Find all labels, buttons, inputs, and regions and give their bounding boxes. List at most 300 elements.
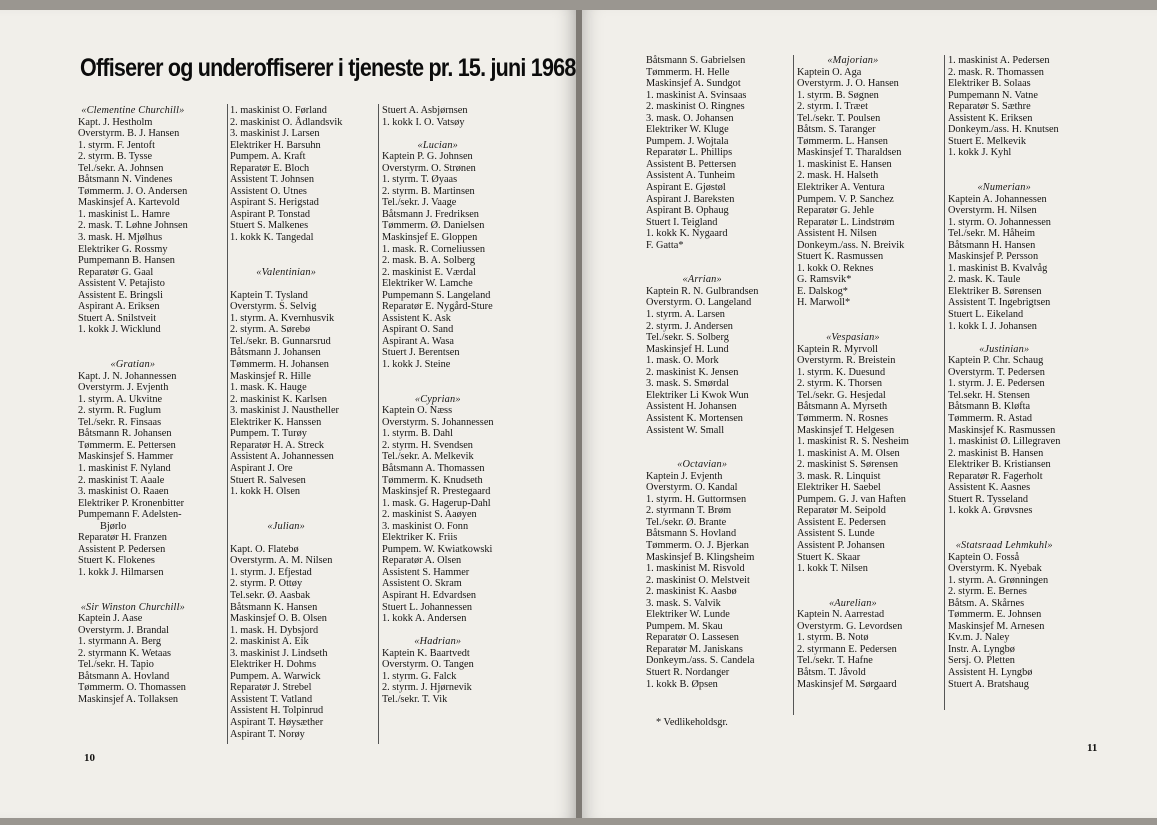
crew-entry: Donkeym./ass. S. Candela: [646, 655, 755, 667]
crew-entry: Aspirant A. Wasa: [382, 335, 454, 347]
ship-name-heading: «Statsraad Lehmkuhl»: [955, 539, 1053, 551]
crew-entry: Stuert K. Skaar: [797, 551, 861, 563]
column-1: [78, 105, 188, 705]
crew-entry: 1. styrm. H. Guttormsen: [646, 493, 747, 505]
crew-entry: Reparatør J. Strebel: [230, 682, 312, 694]
crew-entry: Tømmerm. O. Thomassen: [78, 682, 186, 694]
crew-entry: 1. styrm. J. E. Pedersen: [948, 378, 1045, 390]
crew-entry: Assistent O. Skram: [382, 578, 462, 590]
crew-entry: Pumpem. M. Skau: [646, 620, 723, 632]
crew-entry: Overstyrm. J. Brandal: [78, 624, 169, 636]
crew-entry: Reparatør M. Seipold: [797, 505, 886, 517]
crew-entry: Båtsm. T. Jåvold: [797, 666, 866, 678]
crew-entry: Elektriker H. Dohms: [230, 659, 317, 671]
crew-entry: Elektriker W. Lunde: [646, 609, 730, 621]
crew-entry: Reparatør G. Jehle: [797, 205, 874, 217]
crew-entry: Kaptein O. Næss: [382, 405, 453, 417]
crew-entry: 2. maskinist K. Karlsen: [230, 393, 327, 405]
crew-entry: Assistent S. Lunde: [797, 528, 875, 540]
crew-entry: 2. styrm. R. Fuglum: [78, 405, 161, 417]
crew-entry: Tømmerm. H. Helle: [646, 66, 730, 78]
crew-entry: 2. maskinist O. Ådlandsvik: [230, 116, 343, 128]
crew-entry: Assistent P. Pedersen: [78, 543, 166, 555]
crew-entry: 1. maskinist M. Risvold: [646, 563, 745, 575]
crew-entry: Båtsm. A. Skårnes: [948, 597, 1025, 609]
crew-entry: Maskinsjef B. Klingsheim: [646, 551, 755, 563]
crew-entry: 1. mask. O. Mork: [646, 355, 719, 367]
crew-entry: Kapt. J. Hestholm: [78, 116, 153, 128]
crew-entry: Tømmerm. L. Hansen: [797, 135, 888, 147]
crew-entry: Kaptein J. Evjenth: [646, 470, 723, 482]
spacer: [78, 590, 188, 602]
crew-entry: 3. maskinist J. Larsen: [230, 128, 320, 140]
spacer: [948, 159, 1060, 171]
crew-entry: Båtsm. S. Taranger: [797, 124, 876, 136]
crew-entry: Maskinsjef S. Hammer: [78, 451, 174, 463]
crew-entry: Aspirant E. Gjøstøl: [646, 182, 726, 194]
crew-entry: 1. kokk J. Kyhl: [948, 147, 1012, 159]
crew-entry: Elektriker K. Friis: [382, 532, 458, 544]
ship-name-heading: «Justinian»: [979, 343, 1030, 355]
crew-entry: Båtsmann K. Hansen: [230, 601, 318, 613]
ship-name-heading: «Numerian»: [977, 182, 1031, 194]
crew-entry: Kaptein T. Tysland: [230, 289, 308, 301]
crew-entry: Tel./sekr. S. Solberg: [646, 332, 729, 344]
crew-entry: 1. styrm. K. Duesund: [797, 366, 886, 378]
crew-entry: Reparatør M. Janiskans: [646, 643, 743, 655]
crew-entry: Maskinsjef H. Lund: [646, 343, 729, 355]
crew-entry: Tel./sekr. J. Vaage: [382, 197, 457, 209]
crew-entry: 2. styrm. K. Thorsen: [797, 378, 883, 390]
crew-entry: Maskinsjef K. Rasmussen: [948, 424, 1056, 436]
crew-entry: G. Ramsvik*: [797, 274, 852, 286]
crew-entry: Pumpem. V. P. Sanchez: [797, 193, 894, 205]
crew-entry: 3. mask. H. Mjølhus: [78, 232, 163, 244]
crew-entry: 1. maskinist A. M. Olsen: [797, 447, 900, 459]
ship-name-heading: «Julian»: [267, 520, 306, 532]
crew-entry: Kapt. O. Flatebø: [230, 543, 299, 555]
spacer: [230, 255, 342, 267]
crew-entry: 2. styrmann K. Wetaas: [78, 647, 172, 659]
crew-entry: Assistent T. Ingebrigtsen: [948, 297, 1051, 309]
crew-entry: 1. maskinist E. Hansen: [797, 158, 892, 170]
crew-entry: Overstyrm. A. M. Nilsen: [230, 555, 333, 567]
crew-entry: Aspirant S. Herigstad: [230, 197, 319, 209]
crew-entry: Reparatør E. Bloch: [230, 162, 310, 174]
crew-entry: 3. mask. R. Linquist: [797, 470, 881, 482]
crew-entry: Pumpem. W. Kwiatkowski: [382, 543, 493, 555]
crew-entry: Stuert I. Teigland: [646, 216, 718, 228]
crew-entry: 1. maskinist A. Svinsaas: [646, 89, 747, 101]
crew-entry: 1. styrm. A. Grønningen: [948, 574, 1049, 586]
column-divider: [793, 55, 794, 715]
footnote-text: * Vedlikeholdsgr.: [656, 717, 728, 728]
crew-entry: 2. styrm. I. Træet: [797, 101, 868, 113]
spacer: [948, 332, 1060, 344]
crew-entry: Tel./sekr. B. Gunnarsrud: [230, 335, 331, 347]
crew-entry: Assistent A. Tunheim: [646, 170, 735, 182]
crew-entry: Donkeym./ass. H. Knutsen: [948, 124, 1059, 136]
crew-entry: Instr. A. Lyngbø: [948, 643, 1015, 655]
crew-entry: Pumpem. A. Kraft: [230, 151, 306, 163]
crew-entry: Assistent T. Vatland: [230, 693, 313, 705]
crew-entry: 1. kokk J. Hilmarsen: [78, 566, 164, 578]
crew-entry: 2. styrm. A. Sørebø: [230, 324, 311, 336]
crew-entry: 1. kokk A. Andersen: [382, 613, 467, 625]
spacer: [948, 170, 1060, 182]
crew-entry: Assistent A. Johannessen: [230, 451, 334, 463]
crew-entry: Overstyrm. J. Evjenth: [78, 382, 169, 394]
crew-entry: 2. mask. R. Thomassen: [948, 66, 1044, 78]
crew-entry: 1. kokk J. Steine: [382, 359, 451, 371]
crew-entry: Reparatør L. Phillips: [646, 147, 733, 159]
crew-entry: Elektriker A. Ventura: [797, 182, 885, 194]
crew-entry: Reparatør G. Gaal: [78, 266, 154, 278]
crew-entry: Assistent E. Pedersen: [797, 516, 886, 528]
spacer: [646, 263, 758, 275]
spacer: [78, 336, 188, 348]
crew-entry: Maskinsjef O. B. Olsen: [230, 613, 327, 625]
crew-entry: Båtsmann H. Hansen: [948, 239, 1036, 251]
spacer: [948, 517, 1060, 529]
crew-entry: Tel./sekr. T. Hafne: [797, 655, 873, 667]
crew-entry: 1. styrm. B. Søgnen: [797, 89, 879, 101]
spacer: [382, 128, 494, 140]
crew-entry: 2. styrmann T. Brøm: [646, 505, 732, 517]
crew-entry: 3. mask. S. Smørdal: [646, 378, 729, 390]
crew-entry: Pumpemann B. Hansen: [78, 255, 175, 267]
ship-name-heading: «Hadrian»: [414, 636, 462, 648]
crew-entry: 2. maskinist T. Aaale: [78, 474, 165, 486]
crew-entry: Assistent K. Eriksen: [948, 112, 1033, 124]
crew-entry: Reparatør O. Lassesen: [646, 632, 739, 644]
crew-entry: Båtsmann A. Hovland: [78, 670, 170, 682]
crew-entry: 2. styrm. J. Andersen: [646, 320, 733, 332]
crew-entry: Båtsmann S. Hovland: [646, 528, 737, 540]
crew-entry: Stuert K. Flokenes: [78, 555, 155, 567]
spacer: [230, 278, 342, 290]
crew-entry: Reparatør H. Franzen: [78, 532, 167, 544]
crew-entry: Tømmerm. E. Pettersen: [78, 439, 176, 451]
crew-entry: 2. mask. T. Løhne Johnsen: [78, 220, 188, 232]
crew-entry: 2. styrm. B. Martinsen: [382, 185, 475, 197]
crew-entry: Overstyrm. B. J. Hansen: [78, 128, 180, 140]
column-3: [382, 105, 494, 705]
spacer: [797, 321, 909, 333]
crew-entry: Assistent P. Johansen: [797, 539, 885, 551]
crew-entry: 2. styrm. P. Ottøy: [230, 578, 303, 590]
spacer: [646, 251, 758, 263]
crew-entry: 1. styrm. A. Larsen: [646, 309, 725, 321]
column-2: [230, 105, 342, 740]
crew-entry: Tel./sekr. M. Håheim: [948, 228, 1036, 240]
crew-entry: Pumpem. A. Warwick: [230, 670, 321, 682]
column-divider: [378, 104, 379, 744]
crew-entry: Reparatør S. Sæthre: [948, 101, 1031, 113]
crew-entry: Stuert A. Bratshaug: [948, 678, 1029, 690]
crew-entry: Assistent T. Johnsen: [230, 174, 314, 186]
crew-entry: 1. kokk K. Nygaard: [646, 228, 728, 240]
crew-entry: Tel.sekr. Ø. Aasbak: [230, 589, 311, 601]
ship-name-heading: «Cyprian»: [414, 393, 461, 405]
crew-entry: 2. maskinist A. Eik: [230, 636, 309, 648]
spacer: [382, 382, 494, 394]
ship-name-heading: «Octavian»: [677, 459, 728, 471]
crew-entry: F. Gatta*: [646, 239, 684, 251]
page-number-right: 11: [1087, 742, 1098, 754]
crew-entry: 2. maskinist O. Ringnes: [646, 101, 745, 113]
crew-entry: 1. kokk I. J. Johansen: [948, 320, 1037, 332]
crew-entry: 1. mask. G. Hagerup-Dahl: [382, 497, 491, 509]
crew-entry: Aspirant P. Tonstad: [230, 208, 311, 220]
column-divider: [227, 104, 228, 744]
crew-entry: Aspirant O. Sand: [382, 324, 454, 336]
crew-entry: Kaptein P. Chr. Schaug: [948, 355, 1044, 367]
column-5: [797, 55, 909, 690]
crew-entry: Reparatør R. Fagerholt: [948, 470, 1043, 482]
crew-entry: 1. kokk A. Grøvsnes: [948, 505, 1033, 517]
crew-entry: Aspirant J. Ore: [230, 462, 293, 474]
crew-entry: 2. styrmann E. Pedersen: [797, 643, 897, 655]
crew-entry: Elektriker H. Saebel: [797, 482, 881, 494]
crew-entry: Elektriker G. Rossmy: [78, 243, 168, 255]
crew-entry: Reparatør H. A. Streck: [230, 439, 325, 451]
crew-entry: Elektriker K. Hanssen: [230, 416, 322, 428]
crew-entry: Aspirant A. Eriksen: [78, 301, 160, 313]
crew-entry: 2. mask. K. Taule: [948, 274, 1021, 286]
crew-entry: Pumpem. G. J. van Haften: [797, 493, 906, 505]
crew-entry: Stuert R. Nordanger: [646, 666, 730, 678]
crew-entry: Pumpem. T. Turøy: [230, 428, 307, 440]
crew-entry: 2. maskinist S. Sørensen: [797, 459, 898, 471]
page-number-left: 10: [84, 752, 95, 764]
crew-entry: Assistent H. Tolpinrud: [230, 705, 324, 717]
crew-entry: 2. styrm. H. Svendsen: [382, 439, 473, 451]
crew-entry: Tel./sekr. H. Tapio: [78, 659, 154, 671]
crew-entry: Båtsmann J. Johansen: [230, 347, 321, 359]
crew-entry: 1. mask. R. Corneliussen: [382, 243, 485, 255]
crew-entry: Tømmerm. K. Knudseth: [382, 474, 483, 486]
crew-entry: 2. styrm. J. Hjørnevik: [382, 682, 472, 694]
crew-entry: Kv.m. J. Naley: [948, 632, 1010, 644]
crew-entry: 3. maskinist J. Naustheller: [230, 405, 339, 417]
crew-entry: Kaptein P. G. Johnsen: [382, 151, 473, 163]
crew-entry: Stuert S. Malkenes: [230, 220, 309, 232]
crew-entry: 2. maskinist S. Aaøyen: [382, 509, 477, 521]
crew-entry: 1. styrm. F. Jentoft: [78, 139, 155, 151]
crew-entry: Stuert A. Asbjørnsen: [382, 105, 468, 116]
ship-name-heading: «Sir Winston Churchill»: [80, 601, 186, 613]
crew-entry: Båtsmann J. Fredriksen: [382, 208, 479, 220]
crew-entry: 1. kokk B. Øpsen: [646, 678, 718, 690]
crew-entry: Kaptein J. Aase: [78, 613, 143, 625]
crew-entry: Tømmerm. H. Johansen: [230, 359, 329, 371]
crew-entry: 2. mask. H. Halseth: [797, 170, 879, 182]
crew-entry: 2. maskinist E. Værdal: [382, 266, 476, 278]
crew-entry: Båtsmann R. Johansen: [78, 428, 172, 440]
crew-entry: Reparatør E. Nygård-Sture: [382, 301, 493, 313]
crew-entry: Tømmerm. J. O. Andersen: [78, 185, 188, 197]
crew-entry: Båtsmann A. Thomassen: [382, 462, 485, 474]
spacer: [646, 436, 758, 448]
crew-entry: 2. mask. B. A. Solberg: [382, 255, 476, 267]
ship-name-heading: «Valentinian»: [256, 266, 317, 278]
spacer: [948, 528, 1060, 540]
spacer: [230, 498, 342, 510]
crew-entry: Pumpemann N. Vatne: [948, 89, 1038, 101]
crew-entry: 2. maskinist K. Jensen: [646, 366, 739, 378]
ship-name-heading: «Aurelian»: [828, 597, 877, 609]
crew-entry: Elektriker B. Sørensen: [948, 285, 1042, 297]
crew-entry: Tel./sekr. G. Hesjedal: [797, 389, 886, 401]
crew-entry: 1. maskinist F. Nyland: [78, 462, 171, 474]
ship-name-heading: «Vespasian»: [826, 332, 880, 344]
crew-entry: 1. maskinist O. Førland: [230, 105, 327, 116]
crew-entry: Tømmerm. O. J. Bjerkan: [646, 539, 749, 551]
crew-entry: 2. maskinist K. Aasbø: [646, 586, 737, 598]
crew-entry: Assistent V. Petajisto: [78, 278, 165, 290]
crew-entry: 1. kokk K. Tangedal: [230, 232, 314, 244]
crew-entry: Kaptein R. N. Gulbrandsen: [646, 285, 759, 297]
crew-entry: Overstyrm. S. Johannessen: [382, 416, 494, 428]
crew-entry: Overstyrm. O. Strønen: [382, 162, 476, 174]
crew-entry: Maskinsjef R. Prestegaard: [382, 486, 491, 498]
spacer: [230, 509, 342, 521]
crew-entry: Båtsmann N. Vindenes: [78, 174, 173, 186]
crew-entry: Assistent H. Nilsen: [797, 228, 877, 240]
crew-entry: Assistent K. Mortensen: [646, 412, 743, 424]
crew-entry: 3. mask. O. Johansen: [646, 112, 734, 124]
crew-entry: Overstyrm. J. O. Hansen: [797, 78, 899, 90]
crew-entry: Pumpemann F. Adelsten-: [78, 509, 182, 521]
crew-entry: Pumpem. J. Wojtala: [646, 135, 729, 147]
crew-entry: Overstyrm. G. Levordsen: [797, 620, 903, 632]
crew-entry: Assistent K. Ask: [382, 312, 451, 324]
crew-entry: 1. kokk O. Reknes: [797, 262, 874, 274]
ship-name-heading: «Arrian»: [682, 274, 722, 286]
spacer: [78, 578, 188, 590]
crew-entry: 1. styrm. A. Ukvitne: [78, 393, 163, 405]
ship-name-heading: «Majorian»: [827, 55, 879, 66]
crew-entry: Assistent K. Aasnes: [948, 482, 1031, 494]
crew-entry: E. Dalskog*: [797, 285, 848, 297]
crew-entry: Aspirant T. Høysæther: [230, 716, 324, 728]
ship-name-heading: «Gratian»: [110, 359, 156, 371]
spacer: [382, 625, 494, 637]
crew-entry: Aspirant B. Ophaug: [646, 205, 729, 217]
crew-entry: Elektriker B. Kristiansen: [948, 459, 1051, 471]
crew-entry: Overstyrm. S. Selvig: [230, 301, 317, 313]
crew-entry: Båtsmann S. Gabrielsen: [646, 55, 746, 66]
crew-entry: Tel./sekr. R. Finsaas: [78, 416, 162, 428]
crew-entry: Tel./sekr. T. Poulsen: [797, 112, 881, 124]
crew-entry: Maskinsjef R. Hille: [230, 370, 311, 382]
crew-entry: Tømmerm. N. Rosnes: [797, 412, 888, 424]
crew-entry: Stuert R. Tysseland: [948, 493, 1029, 505]
crew-entry: Elektriker Li Kwok Wun: [646, 389, 749, 401]
crew-entry: Assistent B. Pettersen: [646, 158, 737, 170]
crew-entry: 1. maskinist B. Kvalvåg: [948, 262, 1048, 274]
crew-entry: 1. kokk I. O. Vatsøy: [382, 116, 465, 128]
column-6: [948, 55, 1060, 690]
crew-entry: Overstyrm. O. Langeland: [646, 297, 752, 309]
crew-entry: Elektriker W. Lamche: [382, 278, 473, 290]
spacer: [230, 532, 342, 544]
spacer: [797, 586, 909, 598]
crew-entry: Tel.sekr. H. Stensen: [948, 389, 1030, 401]
crew-entry: Stuert A. Snilstveit: [78, 312, 157, 324]
crew-entry: Tel./sekr. Ø. Brante: [646, 516, 727, 528]
crew-entry: Overstyrm. O. Tangen: [382, 659, 474, 671]
crew-entry: Donkeym./ass. N. Breivik: [797, 239, 905, 251]
crew-entry: 2. maskinist O. Melstveit: [646, 574, 750, 586]
crew-entry: Assistent H. Lyngbø: [948, 666, 1033, 678]
crew-entry: Overstyrm. O. Kandal: [646, 482, 738, 494]
crew-entry: Stuert R. Salvesen: [230, 474, 306, 486]
crew-entry: Kaptein O. Aga: [797, 66, 862, 78]
crew-entry: Aspirant H. Edvardsen: [382, 589, 477, 601]
crew-entry: Maskinsjef M. Arnesen: [948, 620, 1045, 632]
crew-entry: Kaptein O. Fosså: [948, 551, 1020, 563]
crew-entry: Tømmerm. R. Astad: [948, 412, 1033, 424]
crew-entry: Bjørlo: [100, 520, 127, 532]
crew-entry: Elektriker H. Barsuhn: [230, 139, 321, 151]
crew-entry: 1. styrm. O. Johannessen: [948, 216, 1051, 228]
crew-entry: Maskinsjef T. Tharaldsen: [797, 147, 902, 159]
spacer: [646, 448, 758, 460]
crew-entry: Kaptein R. Myrvoll: [797, 343, 878, 355]
ship-name-heading: «Lucian»: [417, 139, 459, 151]
crew-entry: Assistent E. Bringsli: [78, 289, 163, 301]
crew-entry: Aspirant T. Norøy: [230, 728, 305, 740]
crew-entry: 1. kokk J. Wicklund: [78, 324, 161, 336]
crew-entry: Tømmerm. E. Johnsen: [948, 609, 1042, 621]
crew-entry: Stuert L. Eikeland: [948, 309, 1024, 321]
crew-entry: Tel./sekr. A. Johnsen: [78, 162, 164, 174]
crew-entry: Elektriker W. Kluge: [646, 124, 729, 136]
crew-entry: Kaptein A. Johannessen: [948, 193, 1047, 205]
crew-entry: Overstyrm. H. Nilsen: [948, 205, 1037, 217]
crew-entry: Kapt. J. N. Johannessen: [78, 370, 177, 382]
crew-entry: Overstyrm. K. Nyebak: [948, 563, 1042, 575]
ship-name-heading: «Clementine Churchill»: [81, 105, 185, 116]
crew-entry: 1. styrm. B. Dahl: [382, 428, 453, 440]
spacer: [78, 347, 188, 359]
crew-entry: Aspirant J. Bareksten: [646, 193, 735, 205]
crew-entry: Assistent O. Utnes: [230, 185, 307, 197]
crew-entry: 1. styrm. A. Kvernhusvik: [230, 312, 335, 324]
crew-entry: Tel./sekr. A. Melkevik: [382, 451, 474, 463]
spacer: [797, 575, 909, 587]
page-title: Offiserer og underoffiserer i tjeneste pr. 15. juni 1968: [80, 54, 576, 82]
column-4: [646, 55, 758, 690]
crew-entry: 3. maskinist O. Raaen: [78, 486, 169, 498]
crew-entry: 1. mask. H. Dybsjord: [230, 624, 319, 636]
crew-entry: 2. maskinist B. Hansen: [948, 447, 1044, 459]
crew-entry: 2. styrm. E. Bernes: [948, 586, 1027, 598]
crew-entry: 1. styrmann A. Berg: [78, 636, 162, 648]
crew-entry: Kaptein K. Baartvedt: [382, 647, 470, 659]
crew-entry: Stuert L. Johannessen: [382, 601, 473, 613]
crew-entry: Kaptein N. Aarrestad: [797, 609, 885, 621]
crew-entry: Maskinsjef A. Sundgot: [646, 78, 741, 90]
column-divider: [944, 55, 945, 710]
crew-entry: 3. maskinist J. Lindseth: [230, 647, 328, 659]
crew-entry: 2. styrm. B. Tysse: [78, 151, 153, 163]
crew-entry: 1. maskinist Ø. Lillegraven: [948, 436, 1061, 448]
crew-entry: 1. mask. K. Hauge: [230, 382, 307, 394]
book-gutter: [576, 10, 582, 818]
